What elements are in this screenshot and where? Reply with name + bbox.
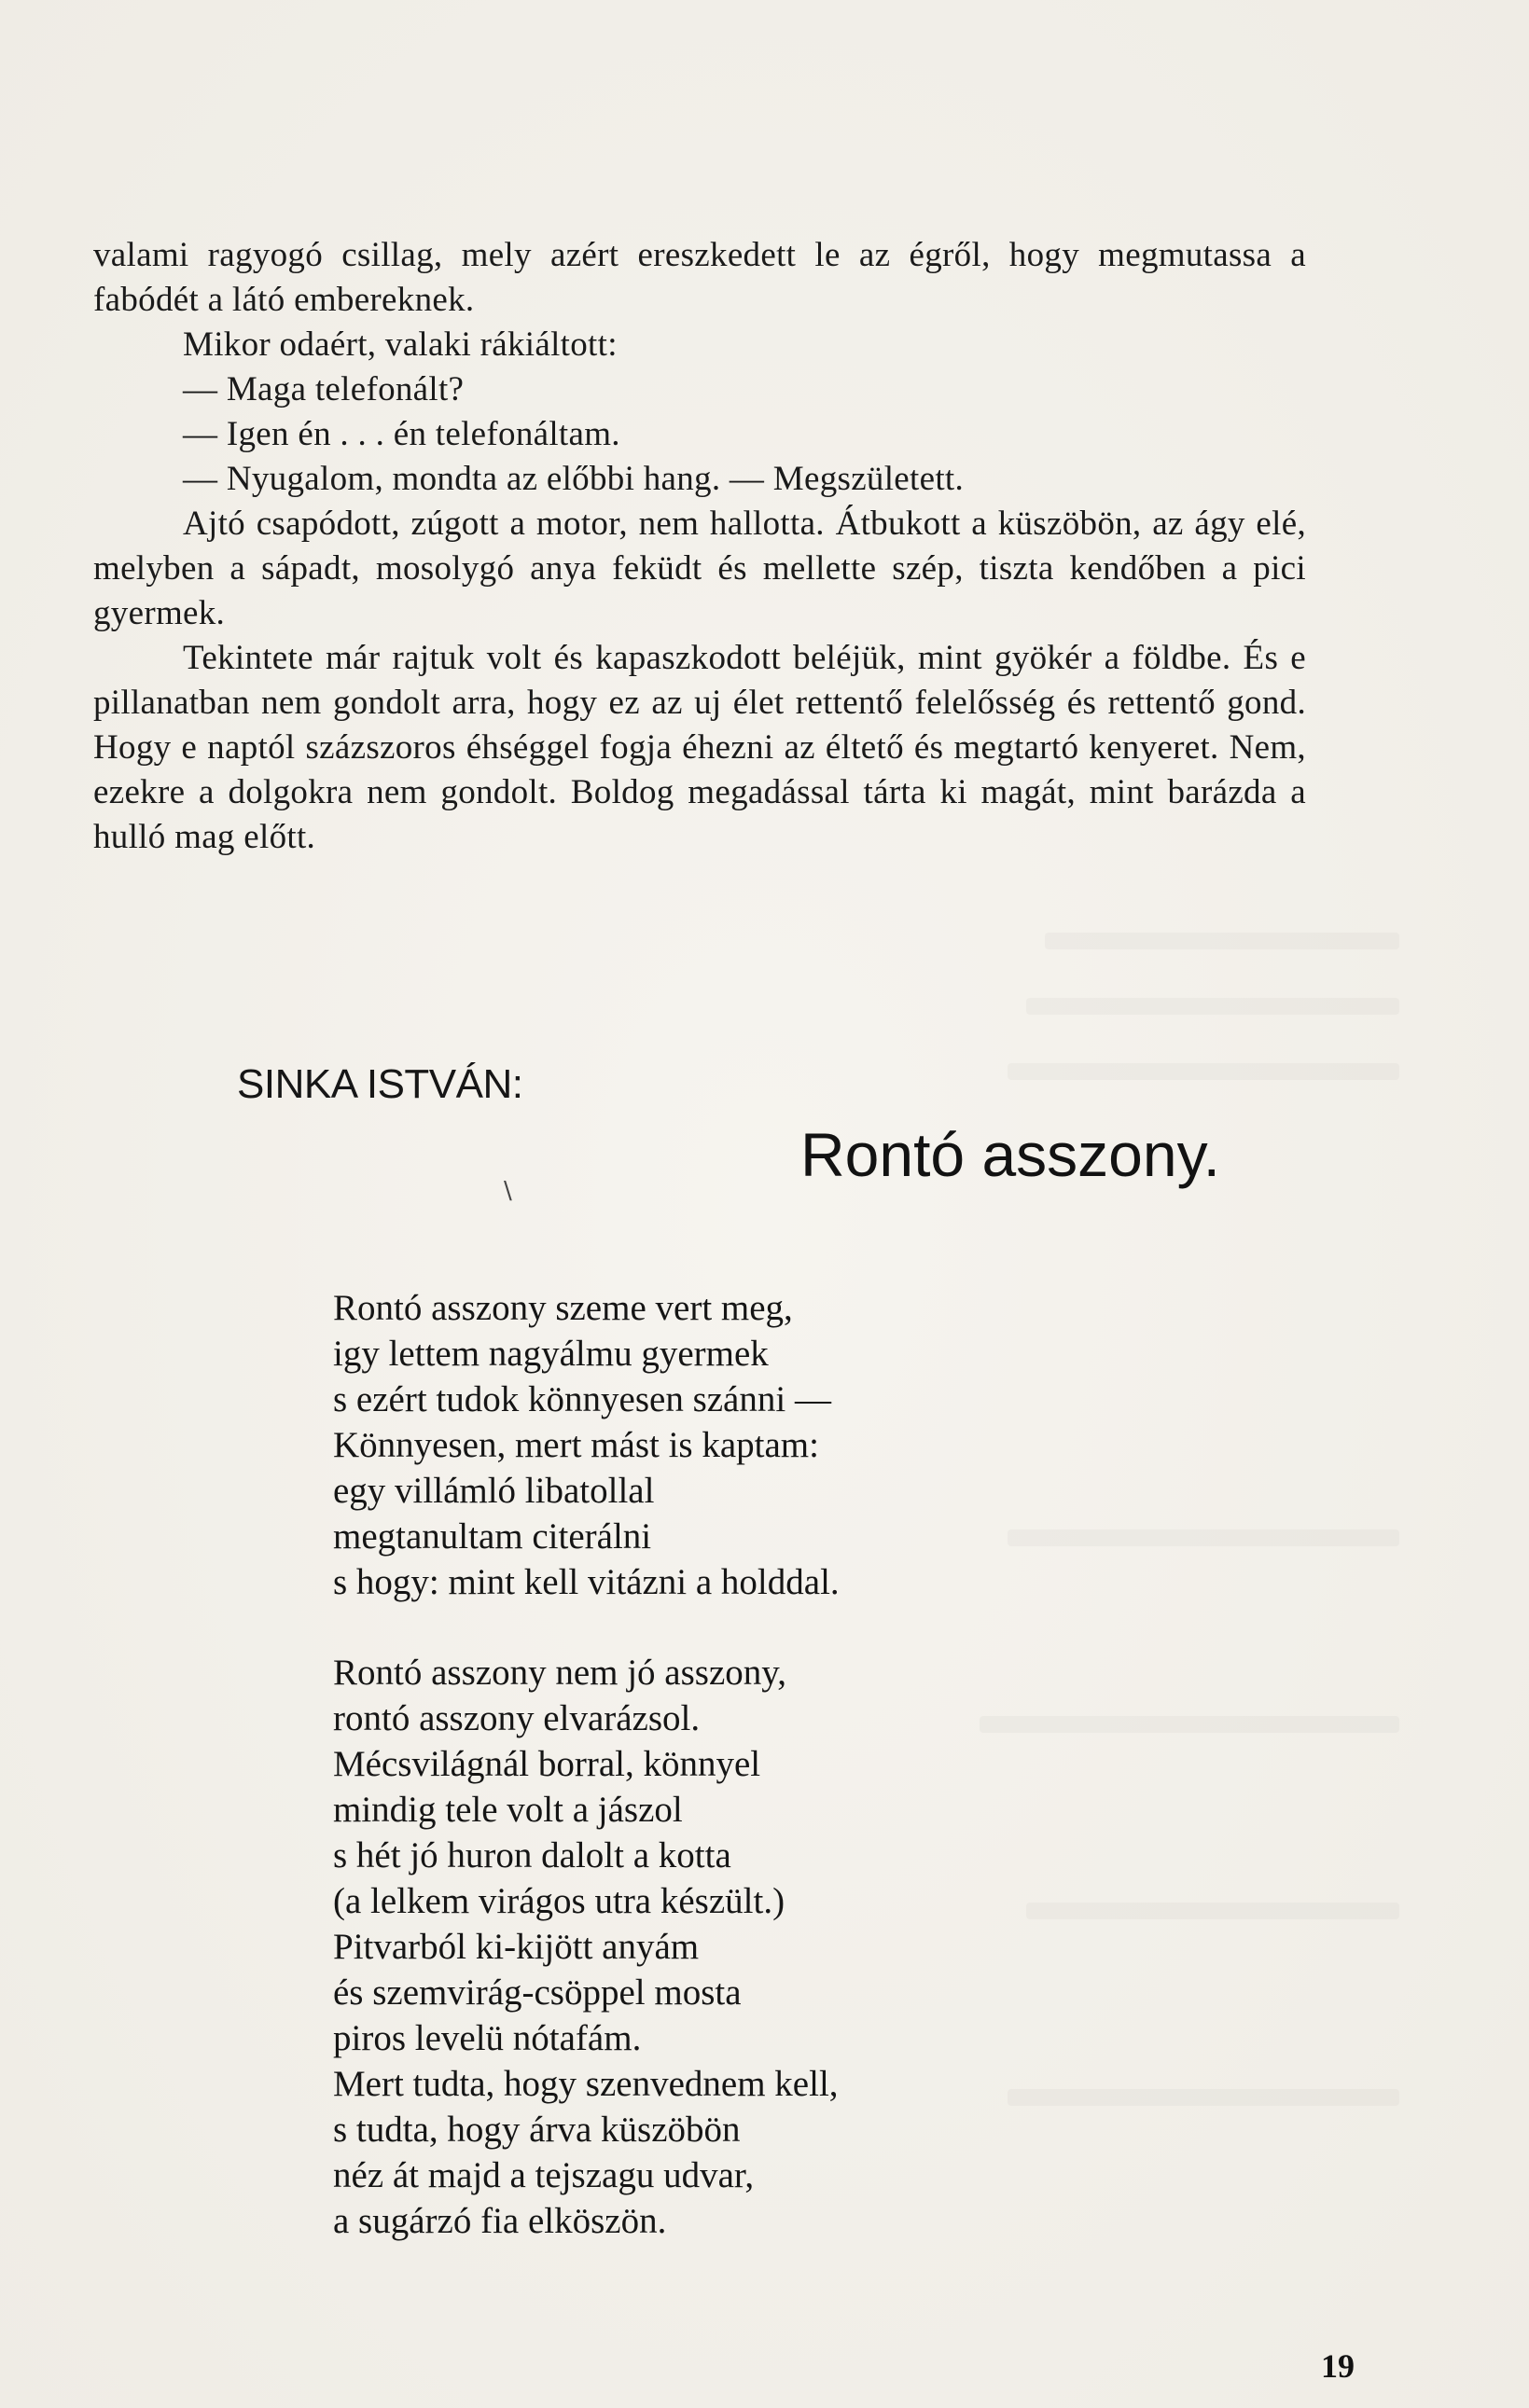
poem-line: Mert tudta, hogy szenvednem kell, (333, 2064, 839, 2104)
poem-line: a sugárzó fia elköszön. (333, 2201, 667, 2241)
poem-line: egy villámló libatollal (333, 1471, 655, 1511)
bleed-through-mark (1008, 1063, 1399, 1080)
poem-line: (a lelkem virágos utra készült.) (333, 1881, 785, 1921)
poem-line: piros levelü nótafám. (333, 2018, 642, 2058)
poem-title: Rontó asszony. (800, 1120, 1221, 1189)
poem-line: Mécsvilágnál borral, könnyel (333, 1744, 761, 1784)
poem-author: SINKA ISTVÁN: (237, 1061, 523, 1107)
bleed-through-mark (980, 1716, 1399, 1733)
poem-line: Pitvarból ki-kijött anyám (333, 1927, 700, 1967)
poem-line: Rontó asszony szeme vert meg, (333, 1288, 793, 1328)
prose-paragraph: Ajtó csapódott, zúgott a motor, nem hallotta. Átbukott a küszöbön, az ágy elé, melyben a sápadt, mosolygó anya feküdt és mellette szép, tiszta kendőben a pici gyermek. (93, 505, 1306, 632)
poem-line: s hét jó huron dalolt a kotta (333, 1835, 731, 1875)
prose-paragraph: valami ragyogó csillag, mely azért ereszkedett le az égről, hogy megmutassa a fabódét a látó embereknek. (93, 236, 1306, 319)
bleed-through-mark (1045, 933, 1399, 949)
poem-line: s ezért tudok könnyesen szánni — (333, 1379, 831, 1419)
bleed-through-mark (1008, 2089, 1399, 2106)
poem-line: és szemvirág-csöppel mosta (333, 1972, 742, 2013)
prose-paragraph: Tekintete már rajtuk volt és kapaszkodott beléjük, mint gyökér a földbe. És e pillanatban nem gondolt arra, hogy ez az uj élet rettentő felelősség és rettentő gond. Hogy e naptól százszoros éhséggel fogja éhezni az éltető és megtartó kenyeret. Nem, ezekre a dolgokra nem gondolt. Boldog megadással tárta ki magát, mint barázda a hulló mag előtt. (93, 639, 1306, 856)
poem-line: igy lettem nagyálmu gyermek (333, 1334, 769, 1374)
poem-line: s hogy: mint kell vitázni a holddal. (333, 1562, 840, 1602)
page-number: 19 (1321, 2347, 1355, 2385)
bleed-through-mark (1026, 998, 1399, 1015)
prose-block (93, 233, 1306, 860)
poem-stanza-2 (333, 1650, 839, 2244)
stray-mark: \ (504, 1177, 512, 1205)
bleed-through-mark (1026, 1903, 1399, 1919)
poem-line: Rontó asszony nem jó asszony, (333, 1653, 786, 1693)
bleed-through-mark (1008, 1529, 1399, 1546)
dialog-line: — Maga telefonált? (183, 370, 465, 408)
dialog-line: — Nyugalom, mondta az előbbi hang. — Megszületett. (183, 460, 965, 498)
poem-line: mindig tele volt a jászol (333, 1790, 683, 1830)
prose-paragraph: Mikor odaért, valaki rákiáltott: (183, 325, 618, 364)
poem-line: rontó asszony elvarázsol. (333, 1698, 701, 1738)
poem-line: megtanultam citerálni (333, 1516, 652, 1557)
poem-line: néz át majd a tejszagu udvar, (333, 2155, 755, 2195)
dialog-line: — Igen én . . . én telefonáltam. (183, 415, 620, 453)
poem-line: Könnyesen, mert mást is kaptam: (333, 1425, 819, 1465)
poem-stanza-1 (333, 1285, 840, 1605)
poem-line: s tudta, hogy árva küszöbön (333, 2110, 741, 2150)
